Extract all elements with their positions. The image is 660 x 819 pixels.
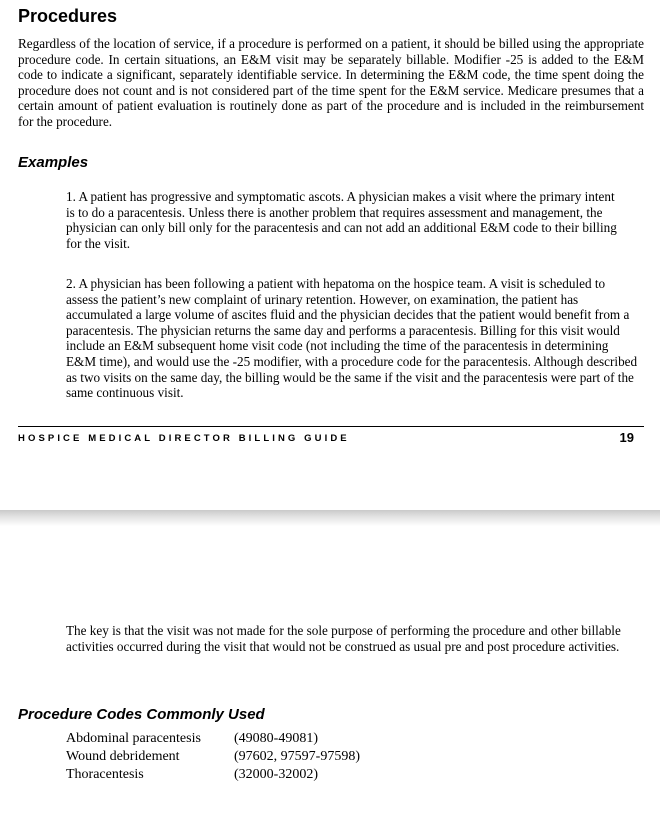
document-page-20 bbox=[0, 526, 660, 819]
procedure-code: (49080-49081) bbox=[234, 731, 318, 746]
footer-divider bbox=[18, 426, 644, 427]
example-paragraph-2: 2. A physician has been following a patient with hepatoma on the hospice team. A visit is scheduled to assess the patient’s new complaint of urinary retention. However, on examination, the patient has accumulated a large volume of ascites fluid and the physician decides that the patient would benefit from a paracentesis. The physician returns the same day and performs a paracentesis. Billing for this visit would include an E&M subsequent home visit code (not including the time of the paracentesis in determining E&M time), and would use the -25 modifier, with a procedure code for the paracentesis. Although described as two visits on the same day, the billing would be the same if the visit and the paracentesis were part of the same continuous visit. bbox=[66, 276, 638, 401]
intro-paragraph: Regardless of the location of service, if a procedure is performed on a patient, it should be billed using the appropriate procedure code. In certain situations, an E&M visit may be separately billable. Modifier -25 is added to the E&M code to indicate a significant, separately identifiable service. In determining the E&M code, the time spent doing the procedure does not count and is not considered part of the time spent for the E&M service. Medicare presumes that a certain amount of patient evaluation is routinely done as part of the procedure and is included in the reimbursement for the procedure. bbox=[18, 36, 644, 129]
procedure-code: (32000-32002) bbox=[234, 767, 318, 782]
footer-title: HOSPICE MEDICAL DIRECTOR BILLING GUIDE bbox=[18, 433, 350, 444]
section-title: Procedures bbox=[18, 6, 118, 26]
procedure-name: Thoracentesis bbox=[66, 767, 144, 782]
procedure-codes-heading: Procedure Codes Commonly Used bbox=[18, 706, 265, 723]
procedure-name: Wound debridement bbox=[66, 749, 180, 764]
page-number: 19 bbox=[619, 430, 634, 445]
example-paragraph-1: 1. A patient has progressive and symptomatic ascots. A physician makes a visit where the primary intent is to do a paracentesis. Unless there is another problem that requires assessment and management, the physician can only bill only for the paracentesis and can not add an additional E&M code to their billing for the visit. bbox=[66, 189, 617, 251]
continuation-paragraph: The key is that the visit was not made for the sole purpose of performing the procedure and other billable activities occurred during the visit that would not be construed as usual pre and post procedure activities. bbox=[66, 623, 621, 654]
procedure-code: (97602, 97597-97598) bbox=[234, 749, 360, 764]
procedure-name: Abdominal paracentesis bbox=[66, 731, 201, 746]
examples-heading: Examples bbox=[18, 154, 89, 171]
page-separator bbox=[0, 510, 660, 526]
